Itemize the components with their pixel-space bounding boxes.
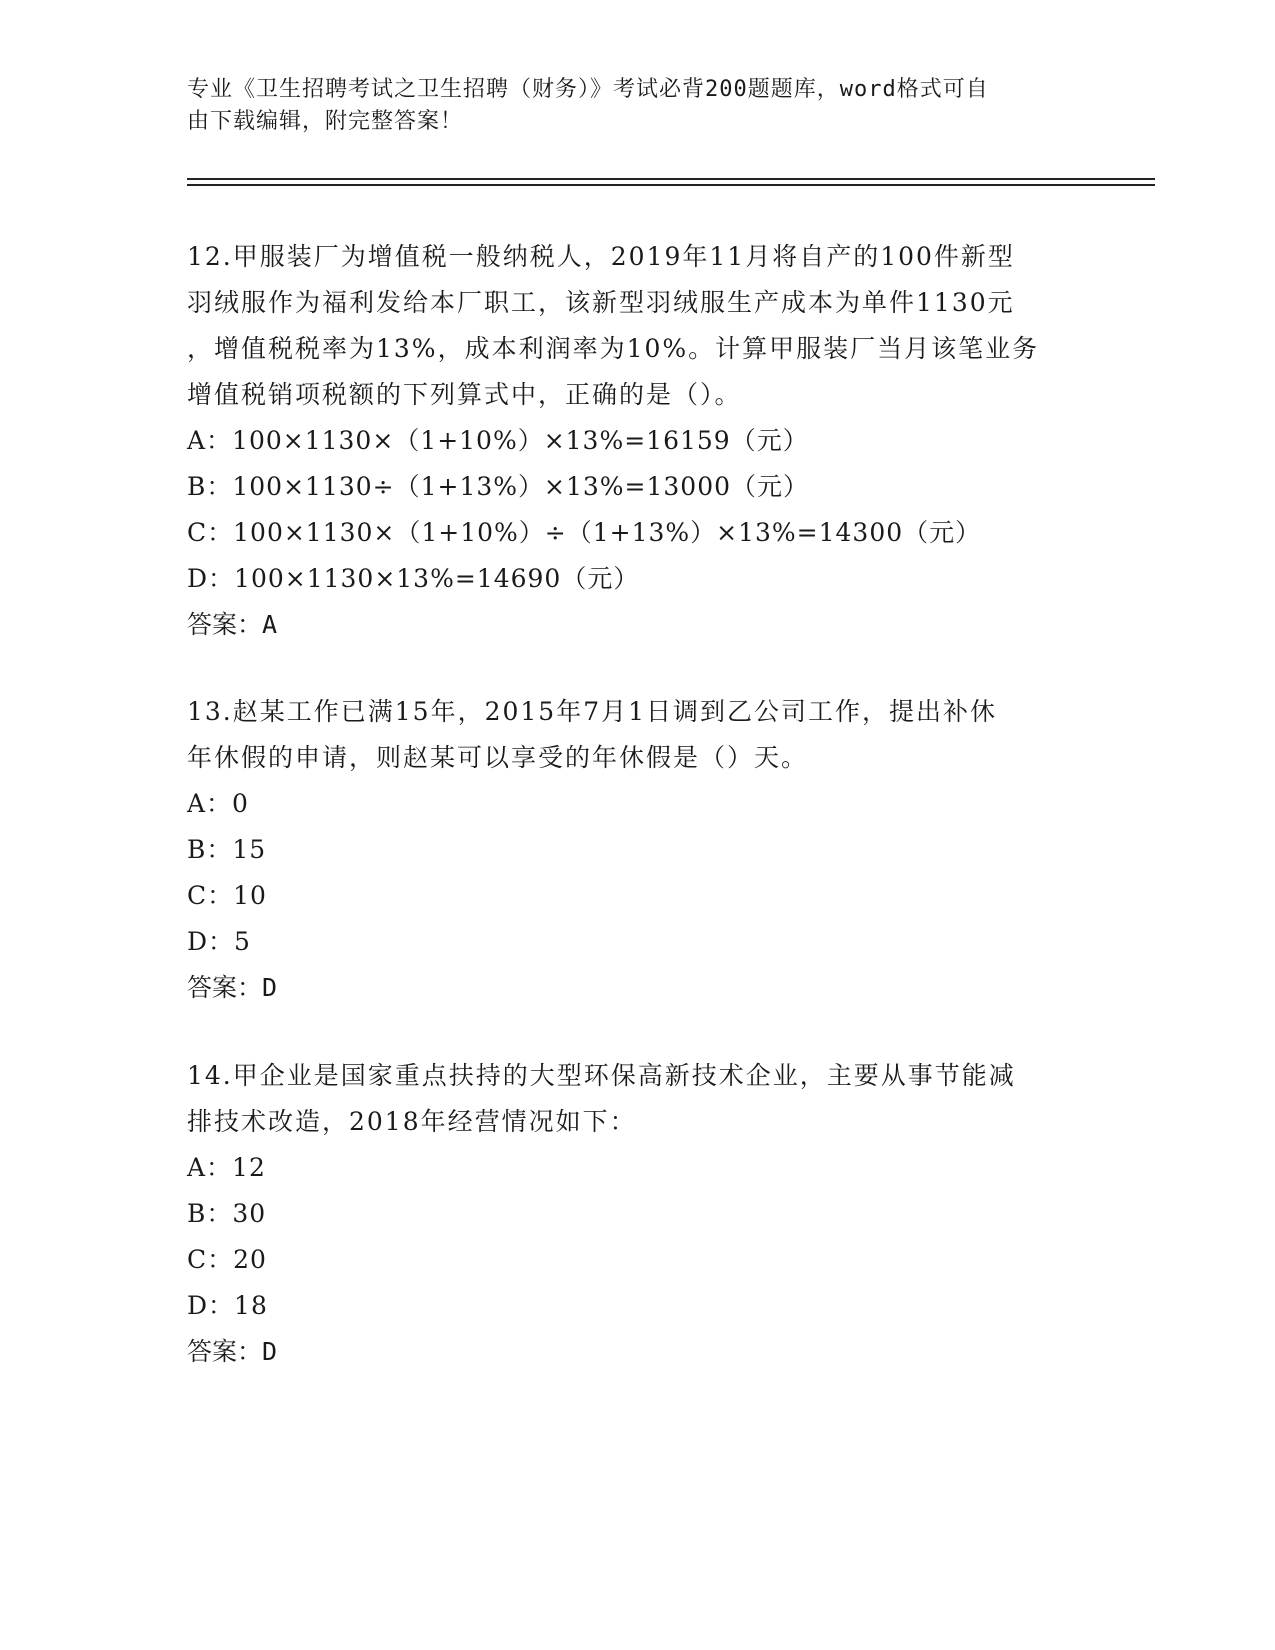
stem-line: ，增值税税率为13%，成本利润率为10%。计算甲服装厂当月该笔业务 (187, 334, 1040, 363)
stem-line: 年休假的申请，则赵某可以享受的年休假是（）天。 (187, 743, 809, 772)
option-b: B：15 (187, 835, 267, 864)
stem-line: 13.赵某工作已满15年，2015年7月1日调到乙公司工作，提出补休 (187, 697, 998, 726)
answer: 答案：A (187, 610, 278, 639)
answer: 答案：D (187, 1337, 278, 1366)
header-line: 由下载编辑，附完整答案！ (187, 109, 464, 134)
header-line: 专业《卫生招聘考试之卫生招聘（财务）》考试必背200题题库，word格式可自 (187, 77, 989, 102)
stem-line: 14.甲企业是国家重点扶持的大型环保高新技术企业，主要从事节能减 (187, 1061, 1016, 1090)
option-c: C：100×1130×（1+10%）÷（1+13%）×13%=14300（元） (187, 518, 982, 547)
question-14 (187, 1053, 1087, 1375)
question-stem (187, 234, 1087, 418)
question-stem (187, 1053, 1087, 1145)
option-b: B：30 (187, 1199, 267, 1228)
question-12 (187, 234, 1087, 648)
option-a: A：12 (187, 1153, 266, 1182)
option-a: A：0 (187, 789, 249, 818)
header-divider (187, 184, 1155, 186)
stem-line: 排技术改造，2018年经营情况如下： (187, 1107, 637, 1136)
question-13 (187, 689, 1087, 1011)
option-c: C：10 (187, 881, 267, 910)
option-d: D：18 (187, 1291, 268, 1320)
document-header (187, 74, 1067, 138)
option-b: B：100×1130÷（1+13%）×13%=13000（元） (187, 472, 810, 501)
question-stem (187, 689, 1087, 781)
stem-line: 羽绒服作为福利发给本厂职工，该新型羽绒服生产成本为单件1130元 (187, 288, 1015, 317)
header-divider (187, 178, 1155, 180)
stem-line: 12.甲服装厂为增值税一般纳税人，2019年11月将自产的100件新型 (187, 242, 1015, 271)
option-c: C：20 (187, 1245, 267, 1274)
option-d: D：100×1130×13%=14690（元） (187, 564, 640, 593)
option-d: D：5 (187, 927, 251, 956)
answer: 答案：D (187, 973, 278, 1002)
stem-line: 增值税销项税额的下列算式中，正确的是（）。 (187, 380, 742, 409)
option-a: A：100×1130×（1+10%）×13%=16159（元） (187, 426, 809, 455)
